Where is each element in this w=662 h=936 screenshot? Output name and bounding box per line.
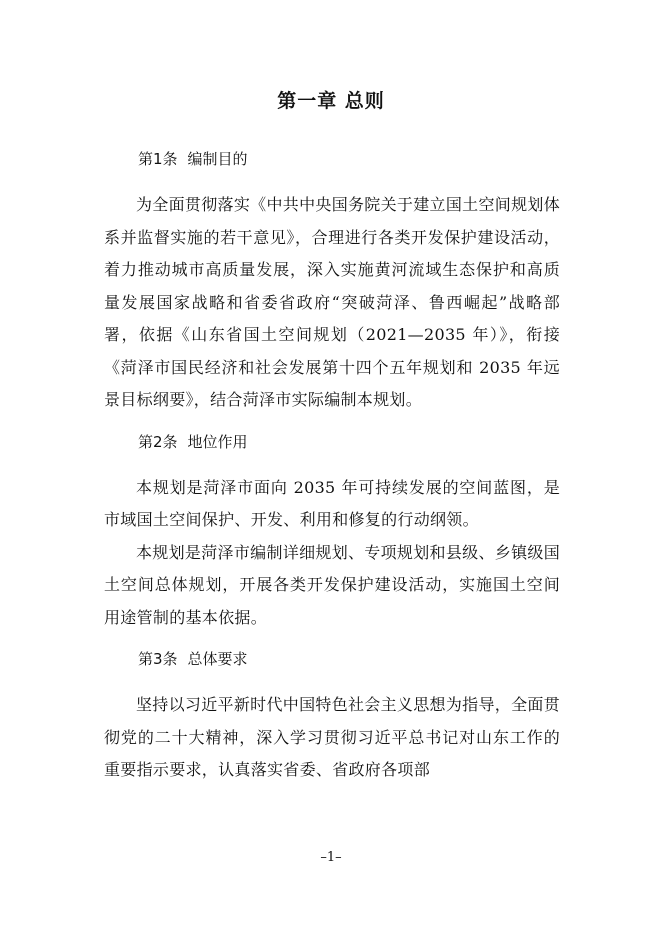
paragraph: 本规划是菏泽市面向 2035 年可持续发展的空间蓝图，是市域国土空间保护、开发、利用和修复的行动纲领。 [104,477,560,529]
article-number: 第2条 [138,432,178,451]
page-number: –1– [320,850,342,865]
chapter-title: 第一章 总则 [277,90,385,112]
paragraph: 为全面贯彻落实《中共中央国务院关于建立国土空间规划体系并监督实施的若干意见》，合理进行各类开发保护建设活动，着力推动城市高质量发展，深入实施黄河流域生态保护和高质量发展国家战略和省委省政府“突破菏泽、鲁西崛起”战略部署，依据《山东省国土空间规划（2021—2035 年）》，衔接《菏泽市国民经济和社会发展第十四个五年规划和 2035 年远景目标纲要》，结合菏泽市实际编制本规划。 [104,195,560,409]
article-number: 第1条 [138,150,178,168]
document-body [104,138,560,787]
article-number: 第3条 [138,650,178,668]
article-heading-1 [104,148,560,170]
article-heading-3 [104,648,560,670]
article-title: 总体要求 [187,650,248,668]
article-title: 编制目的 [187,150,248,168]
paragraph: 坚持以习近平新时代中国特色社会主义思想为指导，全面贯彻党的二十大精神，深入学习贯彻习近平总书记对山东工作的重要指示要求，认真落实省委、省政府各项部 [104,695,560,779]
article-heading-2 [104,431,560,453]
paragraph: 本规划是菏泽市编制详细规划、专项规划和县级、乡镇级国土空间总体规划，开展各类开发保护建设活动，实施国土空间用途管制的基本依据。 [104,542,560,627]
article-title: 地位作用 [187,432,248,451]
